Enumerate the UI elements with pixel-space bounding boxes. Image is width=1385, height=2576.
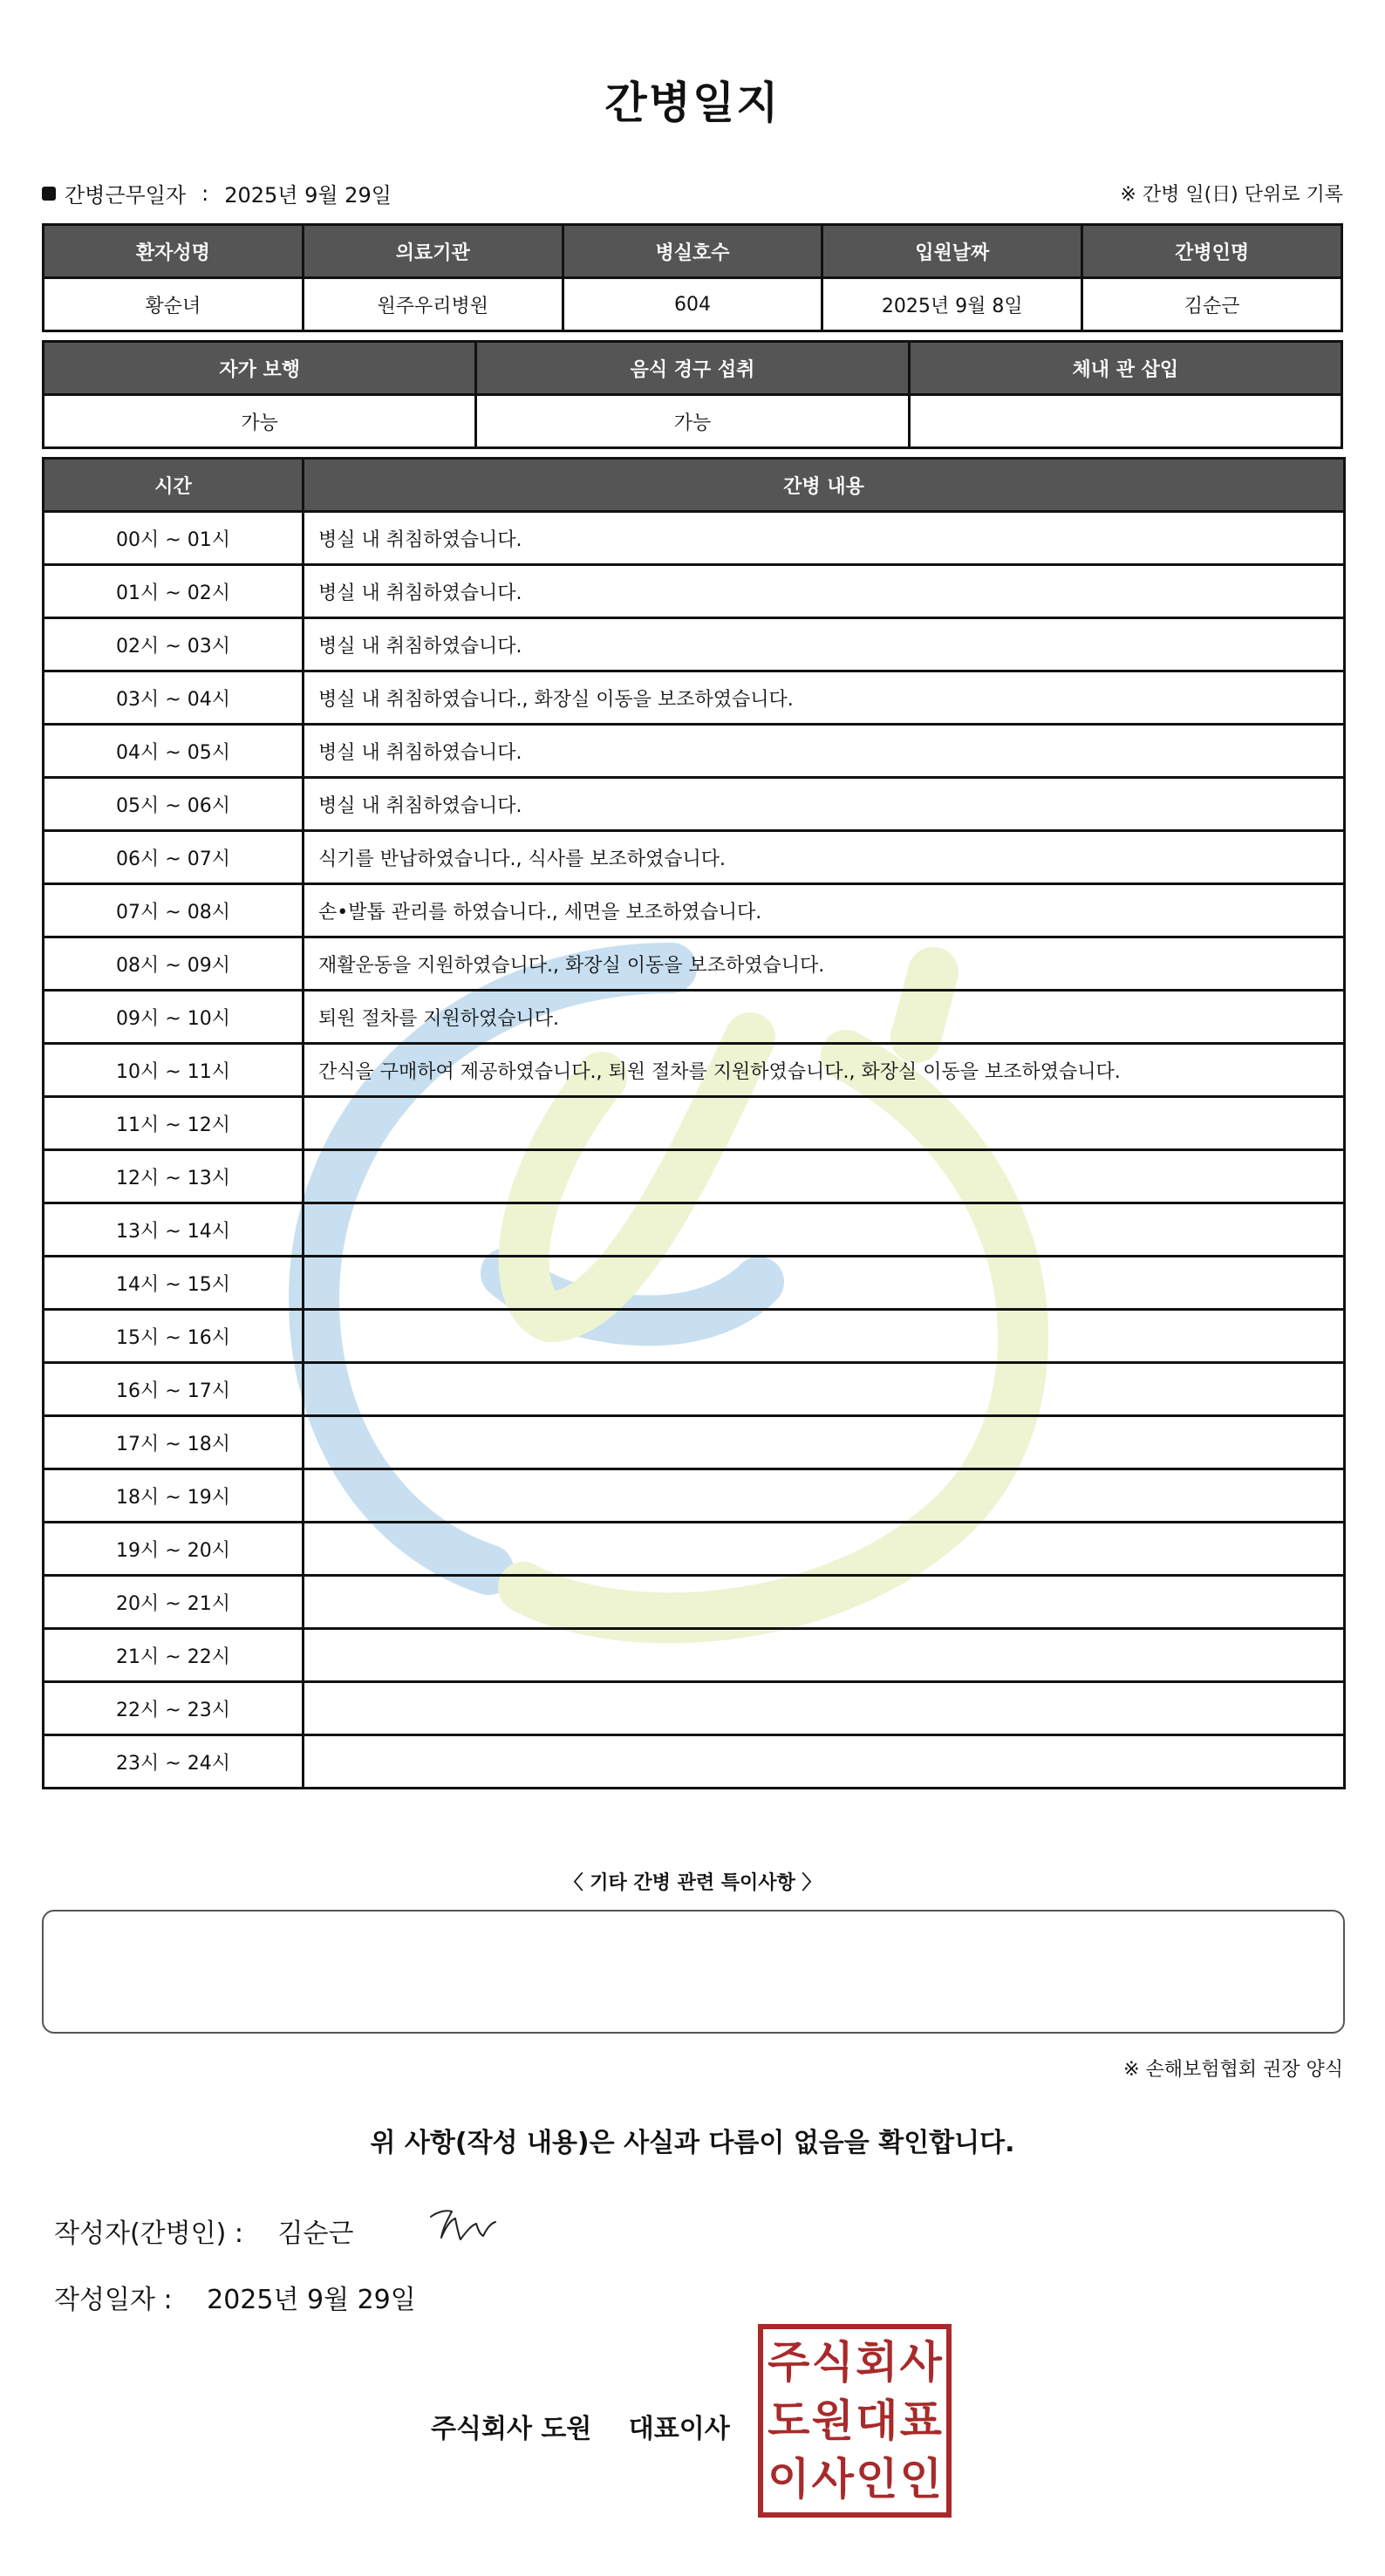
- admission-date: 2025년 9월 8일: [822, 278, 1082, 331]
- log-content-cell: 병실 내 취침하였습니다.: [304, 565, 1345, 618]
- log-time-cell: 08시 ~ 09시: [44, 937, 304, 991]
- seal-char: 원: [811, 2395, 854, 2446]
- company-seal: [758, 2324, 952, 2518]
- log-content-cell: [304, 1363, 1345, 1416]
- log-content-cell: [304, 1097, 1345, 1150]
- log-time-cell: 19시 ~ 20시: [44, 1523, 304, 1576]
- log-time-cell: 09시 ~ 10시: [44, 991, 304, 1044]
- log-content-cell: 퇴원 절차를 지원하였습니다.: [304, 991, 1345, 1044]
- writer-name: 김순근: [277, 2218, 354, 2249]
- seal-char: 대: [856, 2395, 898, 2446]
- table-row: [44, 1044, 1345, 1097]
- caregiver-name: 김순근: [1082, 278, 1342, 331]
- seal-char: 이: [768, 2454, 810, 2505]
- room-number: 604: [563, 278, 822, 331]
- written-date-value: 2025년 9월 29일: [207, 2285, 416, 2315]
- seal-char: 사: [899, 2336, 942, 2388]
- log-time-cell: 12시 ~ 13시: [44, 1150, 304, 1203]
- header-patient-name: 환자성명: [44, 225, 304, 278]
- walking-status: 가능: [44, 395, 476, 448]
- log-time-cell: 20시 ~ 21시: [44, 1576, 304, 1629]
- patient-name: 황순녀: [44, 278, 304, 331]
- log-content-cell: [304, 1257, 1345, 1310]
- table-row: [44, 1629, 1345, 1682]
- log-content-cell: [304, 1203, 1345, 1257]
- log-time-cell: 04시 ~ 05시: [44, 725, 304, 778]
- log-content-cell: [304, 1629, 1345, 1682]
- recommend-note: ※ 손해보험협회 권장 양식: [1123, 2059, 1343, 2081]
- log-time-cell: 07시 ~ 08시: [44, 884, 304, 937]
- table-row: [44, 1416, 1345, 1469]
- log-content-cell: 식기를 반납하였습니다., 식사를 보조하였습니다.: [304, 831, 1345, 884]
- log-content-cell: 간식을 구매하여 제공하였습니다., 퇴원 절차를 지원하였습니다., 화장실 이동을 보조하였습니다.: [304, 1044, 1345, 1097]
- care-log-table: [42, 457, 1346, 1789]
- table-row: [44, 671, 1345, 725]
- table-row: [44, 1735, 1345, 1789]
- log-time-cell: 22시 ~ 23시: [44, 1682, 304, 1735]
- log-time-cell: 11시 ~ 12시: [44, 1097, 304, 1150]
- header-oral-intake: 음식 경구 섭취: [476, 342, 909, 395]
- writer-label: 작성자(간병인) :: [54, 2218, 243, 2249]
- log-time-cell: 15시 ~ 16시: [44, 1310, 304, 1363]
- log-content-cell: 병실 내 취침하였습니다., 화장실 이동을 보조하였습니다.: [304, 671, 1345, 725]
- seal-char: 인: [856, 2454, 898, 2505]
- log-content-cell: [304, 1735, 1345, 1789]
- company-name: 주식회사 도원: [431, 2414, 592, 2444]
- table-row: [44, 1682, 1345, 1735]
- log-content-cell: 손•발톱 관리를 하였습니다., 세면을 보조하였습니다.: [304, 884, 1345, 937]
- seal-char: 회: [856, 2336, 898, 2388]
- notes-box: [42, 1910, 1345, 2034]
- patient-status-table: [42, 340, 1343, 449]
- table-row: [44, 1363, 1345, 1416]
- table-row: [44, 1469, 1345, 1523]
- table-header-row: [44, 459, 1345, 512]
- log-content-cell: [304, 1150, 1345, 1203]
- log-content-cell: [304, 1416, 1345, 1469]
- log-time-cell: 06시 ~ 07시: [44, 831, 304, 884]
- work-date-line: [42, 178, 392, 208]
- header-caregiver: 간병인명: [1082, 225, 1342, 278]
- seal-char: 주: [768, 2336, 810, 2388]
- log-content-cell: [304, 1310, 1345, 1363]
- log-time-cell: 23시 ~ 24시: [44, 1735, 304, 1789]
- log-content-cell: [304, 1523, 1345, 1576]
- table-row: [44, 1150, 1345, 1203]
- header-room: 병실호수: [563, 225, 822, 278]
- log-content-cell: 병실 내 취침하였습니다.: [304, 725, 1345, 778]
- log-time-cell: 02시 ~ 03시: [44, 618, 304, 671]
- log-time-cell: 10시 ~ 11시: [44, 1044, 304, 1097]
- company-role: 대표이사: [628, 2414, 730, 2444]
- written-date-line: [54, 2278, 416, 2316]
- table-row: [44, 1097, 1345, 1150]
- table-row: [44, 991, 1345, 1044]
- log-time-cell: 21시 ~ 22시: [44, 1629, 304, 1682]
- seal-char: 사: [811, 2454, 854, 2505]
- company-signature-line: [431, 2407, 730, 2445]
- log-time-cell: 00시 ~ 01시: [44, 512, 304, 565]
- log-content-cell: 재활운동을 지원하였습니다., 화장실 이동을 보조하였습니다.: [304, 937, 1345, 991]
- header-time: 시간: [44, 459, 304, 512]
- log-time-cell: 18시 ~ 19시: [44, 1469, 304, 1523]
- writer-line: [54, 2211, 353, 2250]
- page-title: 간병일지: [604, 78, 781, 128]
- patient-info-table: [42, 223, 1343, 332]
- log-time-cell: 03시 ~ 04시: [44, 671, 304, 725]
- handwritten-signature: [426, 2198, 513, 2250]
- log-content-cell: 병실 내 취침하였습니다.: [304, 618, 1345, 671]
- table-row: [44, 1523, 1345, 1576]
- log-content-cell: 병실 내 취침하였습니다.: [304, 778, 1345, 831]
- work-date-colon: :: [201, 181, 209, 206]
- table-row: [44, 278, 1342, 331]
- table-row: [44, 778, 1345, 831]
- header-walking: 자가 보행: [44, 342, 476, 395]
- log-content-cell: [304, 1682, 1345, 1735]
- log-time-cell: 17시 ~ 18시: [44, 1416, 304, 1469]
- tube-status: [909, 395, 1341, 448]
- institution: 원주우리병원: [303, 278, 563, 331]
- log-time-cell: 14시 ~ 15시: [44, 1257, 304, 1310]
- header-admission-date: 입원날짜: [822, 225, 1082, 278]
- log-time-cell: 01시 ~ 02시: [44, 565, 304, 618]
- notes-title: 〈 기타 간병 관련 특이사항 〉: [563, 1872, 822, 1894]
- table-row: [44, 937, 1345, 991]
- oral-intake-status: 가능: [476, 395, 909, 448]
- written-date-label: 작성일자 :: [54, 2285, 173, 2315]
- seal-char: 인: [899, 2454, 942, 2505]
- table-header-row: [44, 225, 1342, 278]
- bullet-icon: [42, 187, 56, 201]
- log-content-cell: [304, 1576, 1345, 1629]
- table-row: [44, 618, 1345, 671]
- care-log-body: [44, 512, 1345, 1789]
- work-date-value: 2025년 9월 29일: [224, 183, 392, 208]
- log-time-cell: 16시 ~ 17시: [44, 1363, 304, 1416]
- log-content-cell: 병실 내 취침하였습니다.: [304, 512, 1345, 565]
- table-row: [44, 1310, 1345, 1363]
- log-content-cell: [304, 1469, 1345, 1523]
- seal-char: 도: [768, 2395, 810, 2446]
- unit-note: ※ 간병 일(日) 단위로 기록: [1120, 184, 1343, 206]
- header-tube: 체내 관 삽입: [909, 342, 1341, 395]
- seal-char: 표: [899, 2395, 942, 2446]
- table-row: [44, 1257, 1345, 1310]
- table-header-row: [44, 342, 1342, 395]
- log-time-cell: 05시 ~ 06시: [44, 778, 304, 831]
- work-date-label: 간병근무일자: [65, 183, 187, 208]
- table-row: [44, 725, 1345, 778]
- log-time-cell: 13시 ~ 14시: [44, 1203, 304, 1257]
- table-row: [44, 1576, 1345, 1629]
- confirmation-statement: 위 사항(작성 내용)은 사실과 다름이 없음을 확인합니다.: [370, 2128, 1015, 2158]
- table-row: [44, 512, 1345, 565]
- header-care-content: 간병 내용: [304, 459, 1345, 512]
- table-row: [44, 1203, 1345, 1257]
- seal-char: 식: [811, 2336, 854, 2388]
- table-row: [44, 565, 1345, 618]
- table-row: [44, 395, 1342, 448]
- table-row: [44, 884, 1345, 937]
- header-institution: 의료기관: [303, 225, 563, 278]
- table-row: [44, 831, 1345, 884]
